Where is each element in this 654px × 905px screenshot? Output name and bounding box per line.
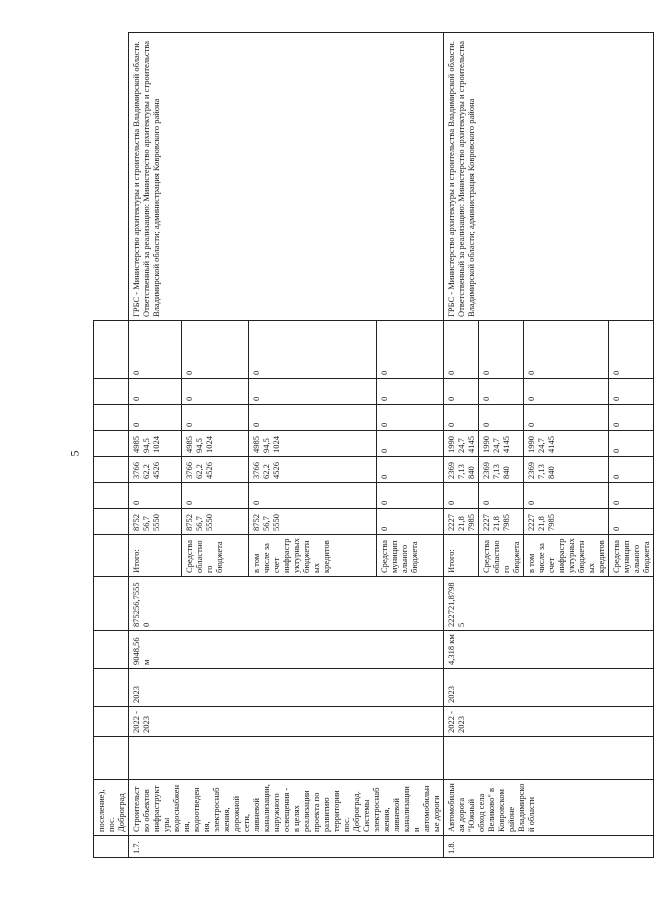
funding-value: 0: [609, 483, 654, 509]
item-name: Строительство объектов инфраструктуры водоснабжения, водоотведения, электроснабжения, дорожной сети, ливневой канализации, наружного освещения - в целях реализации проекта по развитию территории пос. Доброград. Системы электроснабжения, ливневой канализации и автомобильные дороги: [129, 780, 444, 836]
header-continuation-cell: поселение), пос. Доброград: [94, 780, 129, 836]
item-period: 2022 - 2023: [129, 707, 444, 737]
item-capacity: 9048,56 м: [129, 631, 444, 669]
funding-value: 0: [524, 379, 609, 405]
funding-source: Средства областного бюджета: [181, 535, 249, 577]
page-number: 5: [67, 450, 82, 457]
funding-value: 0: [181, 379, 249, 405]
funding-value: 0: [444, 379, 479, 405]
funding-value: 0: [181, 321, 249, 379]
funding-source: Итого:: [444, 535, 479, 577]
funding-value: 0: [249, 483, 377, 509]
funding-value: 498594,51024: [129, 431, 182, 457]
item-year: 2023: [129, 669, 444, 707]
funding-value: 0: [479, 483, 524, 509]
funding-value: 0: [524, 483, 609, 509]
funding-source: в том числе за счет инфраструктурных бюджетных кредитов: [524, 535, 609, 577]
funding-value: 23697,13840: [524, 457, 609, 483]
funding-value: 0: [376, 379, 444, 405]
rotated-table-container: [93, 32, 651, 858]
funding-value: 0: [609, 431, 654, 457]
funding-value: 0: [444, 405, 479, 431]
funding-value: 0: [524, 321, 609, 379]
funding-value: 498594,51024: [249, 431, 377, 457]
funding-value: 376662,24526: [129, 457, 182, 483]
funding-value: 0: [376, 405, 444, 431]
item-responsible: ГРБС - Министерство архитектуры и строительства Владимирской области. Ответственный за реализацию: Министерство архитектуры и строительства Владимирской области; администрация Ковровского района: [129, 33, 444, 321]
funding-source: Средства муниципального бюджета: [376, 535, 444, 577]
funding-value: 0: [479, 321, 524, 379]
funding-value: 875256,75550: [129, 509, 182, 535]
funding-source: Средства областного бюджета: [479, 535, 524, 577]
program-table: [93, 32, 654, 858]
funding-value: 0: [479, 405, 524, 431]
funding-value: 376662,24526: [181, 457, 249, 483]
funding-value: 0: [249, 379, 377, 405]
funding-value: 376662,24526: [249, 457, 377, 483]
funding-value: 0: [609, 405, 654, 431]
funding-value: 0: [376, 509, 444, 535]
funding-value: 0: [129, 405, 182, 431]
table-row: [444, 33, 479, 858]
item-blank: [129, 737, 444, 780]
item-total-cost: 875256,75550: [129, 577, 444, 631]
item-number: 1.7.: [129, 836, 444, 858]
funding-value: 0: [129, 379, 182, 405]
funding-value: 0: [444, 321, 479, 379]
funding-value: 0: [609, 321, 654, 379]
funding-value: 0: [609, 379, 654, 405]
funding-value: 0: [376, 483, 444, 509]
funding-source: в том числе за счет инфраструктурных бюджетных кредитов: [249, 535, 377, 577]
item-capacity: 4,318 км: [444, 631, 654, 669]
header-row: [94, 33, 129, 858]
funding-value: 0: [129, 321, 182, 379]
funding-value: 199024,74145: [479, 431, 524, 457]
funding-value: 875256,75550: [181, 509, 249, 535]
item-number: 1.8.: [444, 836, 654, 858]
funding-value: 222721,87985: [444, 509, 479, 535]
funding-value: 498594,51024: [181, 431, 249, 457]
funding-value: 0: [376, 431, 444, 457]
item-period: 2022 - 2023: [444, 707, 654, 737]
funding-value: 199024,74145: [444, 431, 479, 457]
funding-value: 199024,74145: [524, 431, 609, 457]
funding-value: 0: [444, 483, 479, 509]
funding-value: 23697,13840: [479, 457, 524, 483]
funding-value: 0: [609, 509, 654, 535]
item-responsible: ГРБС - Министерство архитектуры и строительства Владимирской области. Ответственный за реализацию: Министерство архитектуры и строительства Владимирской области; администрация Ковровского района: [444, 33, 654, 321]
funding-source: Средства муниципального бюджета: [609, 535, 654, 577]
funding-source: Итого:: [129, 535, 182, 577]
funding-value: 0: [609, 457, 654, 483]
funding-value: 23697,13840: [444, 457, 479, 483]
item-total-cost: 222721,87985: [444, 577, 654, 631]
funding-value: 0: [479, 379, 524, 405]
item-blank: [444, 737, 654, 780]
funding-value: 875256,75550: [249, 509, 377, 535]
funding-value: 0: [524, 405, 609, 431]
funding-value: 0: [129, 483, 182, 509]
header-empty-cell: [94, 836, 129, 858]
funding-value: 0: [181, 405, 249, 431]
funding-value: 0: [181, 483, 249, 509]
item-year: 2023: [444, 669, 654, 707]
funding-value: 222721,87985: [479, 509, 524, 535]
funding-value: 0: [376, 457, 444, 483]
funding-value: 0: [249, 321, 377, 379]
funding-value: 222721,87985: [524, 509, 609, 535]
table-row: [129, 33, 182, 858]
funding-value: 0: [376, 321, 444, 379]
funding-value: 0: [249, 405, 377, 431]
item-name: Автомобильная дорога "Южный обход села Великово" в Ковровском районе Владимирской области: [444, 780, 654, 836]
